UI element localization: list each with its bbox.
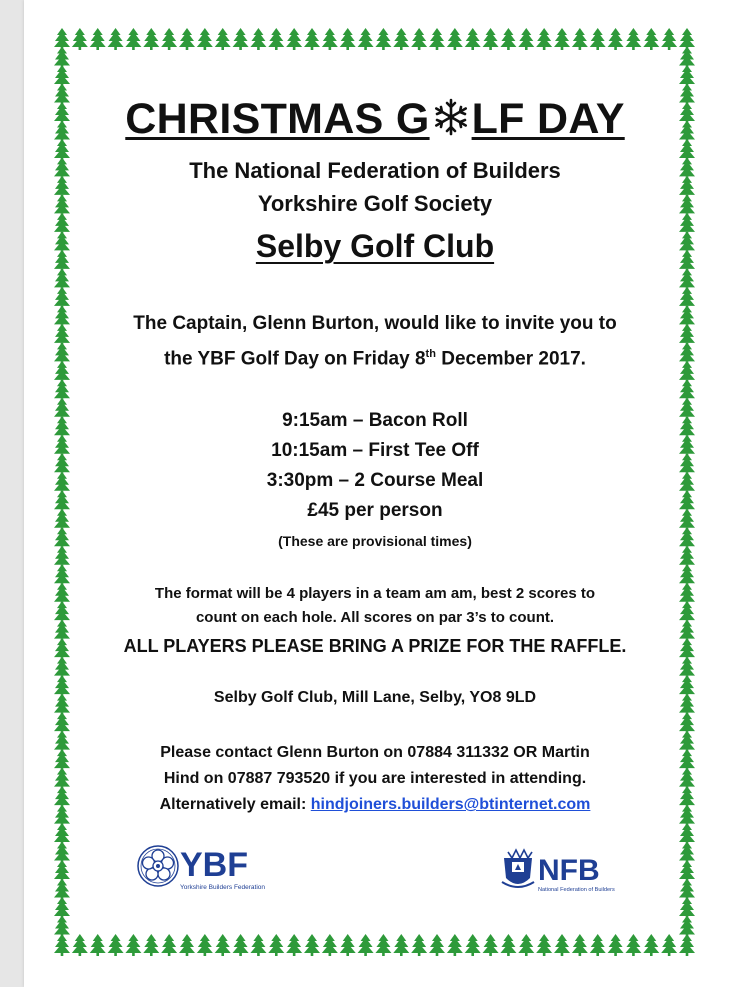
christmas-tree-icon <box>447 934 463 956</box>
ybf-logo <box>136 842 276 894</box>
christmas-tree-icon <box>179 28 195 50</box>
event-title <box>80 88 670 150</box>
schedule-item: 10:15am – First Tee Off <box>271 440 479 462</box>
venue-heading: Selby Golf Club <box>255 228 495 264</box>
christmas-tree-icon <box>643 934 659 956</box>
christmas-tree-icon <box>125 28 141 50</box>
society-name: Yorkshire Golf Society <box>257 191 493 216</box>
invitation-date-end: December 2017. <box>435 348 586 370</box>
christmas-tree-icon <box>233 934 249 956</box>
invitation-date-text: the YBF Golf Day on Friday 8 <box>164 348 426 370</box>
christmas-tree-icon <box>661 28 677 50</box>
nfb-crest-icon <box>502 850 534 887</box>
christmas-tree-icon <box>197 934 213 956</box>
christmas-tree-icon <box>340 28 356 50</box>
format-line-2: count on each hole. All scores on par 3’s to count. <box>195 609 555 627</box>
christmas-tree-icon <box>536 934 552 956</box>
christmas-tree-icon <box>161 934 177 956</box>
format-line-1: The format will be 4 players in a team am am, best 2 scores to <box>154 585 596 603</box>
christmas-tree-icon <box>411 934 427 956</box>
snowflake-icon <box>431 97 471 137</box>
christmas-tree-icon <box>125 934 141 956</box>
christmas-tree-icon <box>143 934 159 956</box>
flyer-content <box>80 88 670 818</box>
christmas-tree-icon <box>661 934 677 956</box>
christmas-tree-icon <box>625 934 641 956</box>
christmas-tree-icon <box>447 28 463 50</box>
christmas-tree-icon <box>268 28 284 50</box>
christmas-tree-icon <box>572 28 588 50</box>
ybf-caption: Yorkshire Builders Federation <box>180 884 266 891</box>
schedule-note: (These are provisional times) <box>278 533 472 550</box>
christmas-tree-icon <box>250 934 266 956</box>
schedule-item: 9:15am – Bacon Roll <box>282 410 468 432</box>
title-text-end: LF DAY <box>471 95 625 143</box>
christmas-tree-icon <box>304 28 320 50</box>
organisation-name: The National Federation of Builders <box>189 158 561 183</box>
invitation-line-2 <box>80 339 670 374</box>
christmas-tree-icon <box>358 28 374 50</box>
christmas-tree-icon <box>590 28 606 50</box>
nfb-logo <box>500 848 632 894</box>
christmas-tree-icon <box>643 28 659 50</box>
christmas-tree-icon <box>393 934 409 956</box>
christmas-tree-icon <box>554 28 570 50</box>
christmas-tree-icon <box>108 934 124 956</box>
christmas-tree-icon <box>108 28 124 50</box>
format-description <box>80 582 670 630</box>
christmas-tree-icon <box>518 934 534 956</box>
christmas-tree-icon <box>590 934 606 956</box>
christmas-tree-icon <box>286 934 302 956</box>
schedule-list <box>80 406 670 526</box>
christmas-tree-icon <box>465 28 481 50</box>
christmas-tree-icon <box>54 916 70 938</box>
christmas-tree-icon <box>340 934 356 956</box>
christmas-tree-icon <box>197 28 213 50</box>
christmas-tree-icon <box>625 28 641 50</box>
christmas-tree-icon <box>518 28 534 50</box>
christmas-tree-icon <box>429 28 445 50</box>
christmas-tree-icon <box>143 28 159 50</box>
invitation-line-1: The Captain, Glenn Burton, would like to invite you to <box>133 313 617 334</box>
christmas-tree-icon <box>215 934 231 956</box>
christmas-tree-icon <box>161 28 177 50</box>
christmas-tree-icon <box>536 28 552 50</box>
christmas-tree-icon <box>322 28 338 50</box>
christmas-tree-icon <box>250 28 266 50</box>
christmas-tree-icon <box>429 934 445 956</box>
christmas-tree-icon <box>500 28 516 50</box>
nfb-mark: NFB <box>538 854 600 887</box>
christmas-tree-icon <box>304 934 320 956</box>
christmas-tree-icon <box>179 934 195 956</box>
contact-line-2: Hind on 07887 793520 if you are interested in attending. <box>163 770 587 788</box>
price: £45 per person <box>307 500 443 522</box>
contact-line-3 <box>80 792 670 818</box>
ybf-mark: YBF <box>180 846 248 884</box>
christmas-tree-icon <box>554 934 570 956</box>
christmas-tree-icon <box>500 934 516 956</box>
christmas-tree-icon <box>233 28 249 50</box>
christmas-tree-icon <box>608 934 624 956</box>
christmas-tree-icon <box>411 28 427 50</box>
christmas-tree-icon <box>358 934 374 956</box>
christmas-tree-icon <box>608 28 624 50</box>
christmas-tree-icon <box>286 28 302 50</box>
nfb-caption: National Federation of Builders <box>538 887 615 893</box>
christmas-tree-icon <box>393 28 409 50</box>
christmas-tree-icon <box>572 934 588 956</box>
yorkshire-rose-icon <box>138 846 178 886</box>
club-address: Selby Golf Club, Mill Lane, Selby, YO8 9LD <box>213 689 537 707</box>
christmas-tree-icon <box>375 28 391 50</box>
christmas-tree-icon <box>90 934 106 956</box>
christmas-tree-icon <box>268 934 284 956</box>
christmas-tree-icon <box>375 934 391 956</box>
christmas-tree-icon <box>679 916 695 938</box>
christmas-tree-icon <box>72 934 88 956</box>
christmas-tree-icon <box>322 934 338 956</box>
christmas-tree-icon <box>90 28 106 50</box>
raffle-notice: ALL PLAYERS PLEASE BRING A PRIZE FOR THE RAFFLE. <box>123 636 627 657</box>
date-ordinal-suffix: th <box>425 348 436 360</box>
invitation-text <box>80 308 670 374</box>
christmas-tree-icon <box>215 28 231 50</box>
title-text-start: CHRISTMAS G <box>125 95 430 143</box>
contact-line-1: Please contact Glenn Burton on 07884 311332 OR Martin <box>160 744 590 762</box>
schedule-item: 3:30pm – 2 Course Meal <box>266 470 484 492</box>
email-link[interactable]: hindjoiners.builders@btinternet.com <box>310 796 591 814</box>
christmas-tree-icon <box>72 28 88 50</box>
christmas-tree-icon <box>483 28 499 50</box>
christmas-tree-icon <box>465 934 481 956</box>
christmas-tree-icon <box>483 934 499 956</box>
contact-details <box>80 740 670 818</box>
email-prefix: Alternatively email: <box>159 796 311 814</box>
